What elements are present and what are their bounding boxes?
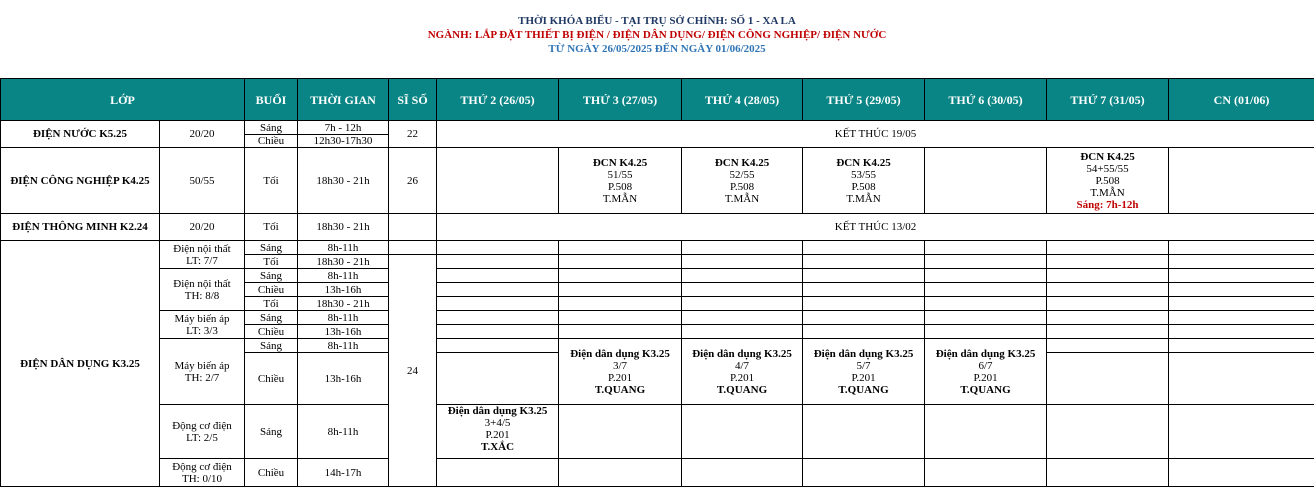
session: Chiều (245, 325, 298, 339)
class-name: ĐIỆN NƯỚC K5.25 (1, 121, 160, 148)
schedule-header (0, 0, 1314, 78)
cell-room: P.201 (851, 371, 876, 384)
module-progress: TH: 8/8 (184, 289, 220, 302)
session: Tối (245, 255, 298, 269)
session: Sáng (245, 311, 298, 325)
schedule-cell (1169, 297, 1314, 311)
session: Tối (245, 214, 298, 241)
table-row (1, 339, 1314, 353)
schedule-cell (1047, 283, 1169, 297)
schedule-cell (559, 241, 682, 255)
table-row (1, 148, 1314, 214)
cell-class: Điện dân dụng K3.25 (570, 347, 670, 360)
module-name: Động cơ điện (172, 460, 232, 473)
cell-class: Điện dân dụng K3.25 (935, 347, 1036, 360)
class-size (389, 241, 437, 255)
session: Tối (245, 148, 298, 214)
col-lop: LỚP (1, 79, 245, 121)
schedule-cell (803, 241, 925, 255)
schedule-cell (1169, 255, 1314, 269)
time: 18h30 - 21h (298, 148, 389, 214)
time: 12h30-17h30 (298, 135, 389, 148)
time: 14h-17h (298, 459, 389, 487)
schedule-cell (1169, 148, 1314, 214)
schedule-cell (437, 255, 559, 269)
time: 13h-16h (298, 283, 389, 297)
time: 8h-11h (298, 311, 389, 325)
schedule-cell (1169, 311, 1314, 325)
schedule-cell (682, 255, 803, 269)
schedule-cell (437, 353, 559, 405)
module (160, 339, 245, 405)
schedule-cell (803, 325, 925, 339)
schedule-cell (559, 283, 682, 297)
schedule-cell (1047, 255, 1169, 269)
cell-class: Điện dân dụng K3.25 (692, 347, 792, 360)
cell-progress: 6/7 (978, 359, 993, 372)
class-size: 22 (389, 121, 437, 148)
schedule-cell (559, 325, 682, 339)
session: Sáng (245, 405, 298, 459)
cell-teacher: T.MẪN (724, 192, 760, 205)
session: Sáng (245, 269, 298, 283)
time: 8h-11h (298, 405, 389, 459)
session: Sáng (245, 241, 298, 255)
class-name: ĐIỆN DÂN DỤNG K3.25 (1, 241, 160, 487)
module-progress: TH: 2/7 (184, 371, 220, 384)
time: 18h30 - 21h (298, 297, 389, 311)
schedule-cell (1169, 353, 1314, 405)
cell-class: ĐCN K4.25 (1080, 150, 1135, 163)
module-name: Máy biến áp (174, 359, 230, 372)
col-day-7: CN (01/06) (1169, 79, 1314, 121)
col-day-4: THỨ 5 (29/05) (803, 79, 925, 121)
schedule-cell (1047, 148, 1169, 214)
schedule-cell (1047, 241, 1169, 255)
schedule-cell (1169, 405, 1314, 459)
cell-teacher: T.QUANG (594, 383, 646, 396)
schedule-cell (925, 297, 1047, 311)
schedule-cell (925, 405, 1047, 459)
schedule-cell (1169, 459, 1314, 487)
schedule-cell (1047, 459, 1169, 487)
class-ratio: 20/20 (160, 214, 245, 241)
cell-teacher: T.QUANG (960, 383, 1011, 396)
cell-progress: 53/55 (850, 168, 877, 181)
session: Sáng (245, 339, 298, 353)
schedule-cell (1169, 325, 1314, 339)
table-row (1, 405, 1314, 459)
schedule-cell (559, 148, 682, 214)
schedule-cell (803, 148, 925, 214)
time: 13h-16h (298, 353, 389, 405)
cell-teacher: T.MẪN (846, 192, 881, 205)
end-note: KẾT THÚC 13/02 (437, 214, 1314, 241)
schedule-cell (803, 297, 925, 311)
schedule-cell (682, 148, 803, 214)
schedule-cell (437, 297, 559, 311)
table-row (1, 459, 1314, 487)
schedule-cell (437, 241, 559, 255)
cell-class: Điện dân dụng K3.25 (813, 347, 914, 360)
schedule-cell (437, 148, 559, 214)
schedule-cell (803, 255, 925, 269)
timetable (0, 78, 1314, 487)
schedule-cell (1047, 311, 1169, 325)
module (160, 311, 245, 339)
cell-progress: 51/55 (607, 168, 633, 181)
schedule-cell (682, 405, 803, 459)
schedule-cell (1169, 283, 1314, 297)
col-day-2: THỨ 3 (27/05) (559, 79, 682, 121)
class-ratio: 20/20 (160, 121, 245, 148)
schedule-cell (925, 311, 1047, 325)
schedule-cell (925, 339, 1047, 405)
module-name: Điện nội thất (173, 277, 231, 290)
schedule-cell (559, 255, 682, 269)
schedule-cell (682, 325, 803, 339)
cell-room: P.201 (973, 371, 998, 384)
time: 8h-11h (298, 339, 389, 353)
module-name: Máy biến áp (174, 312, 230, 325)
module (160, 459, 245, 487)
class-ratio: 50/55 (160, 148, 245, 214)
cell-room: P.508 (1095, 174, 1120, 187)
end-note: KẾT THÚC 19/05 (437, 121, 1314, 148)
schedule-date-range: TỪ NGÀY 26/05/2025 ĐẾN NGÀY 01/06/2025 (548, 43, 766, 55)
schedule-cell (1047, 353, 1169, 405)
schedule-cell (925, 241, 1047, 255)
cell-progress: 5/7 (856, 359, 871, 372)
time: 13h-16h (298, 325, 389, 339)
cell-progress: 3+4/5 (484, 417, 511, 429)
class-name: ĐIỆN THÔNG MINH K2.24 (1, 214, 160, 241)
schedule-cell (925, 148, 1047, 214)
cell-class: Điện dân dụng K3.25 (447, 405, 548, 417)
col-buoi: BUỔI (245, 79, 298, 121)
module-name: Điện nội thất (173, 242, 231, 255)
cell-teacher: T.QUANG (838, 383, 889, 396)
session: Chiều (245, 353, 298, 405)
schedule-cell (1047, 339, 1169, 353)
schedule-cell (925, 283, 1047, 297)
schedule-cell (437, 339, 559, 353)
schedule-cell (437, 311, 559, 325)
col-siso: SĨ SỐ (389, 79, 437, 121)
schedule-cell (437, 325, 559, 339)
module (160, 241, 245, 269)
table-row (1, 121, 1314, 135)
module-progress: TH: 0/10 (181, 472, 223, 485)
cell-room: P.201 (729, 371, 755, 384)
schedule-cell (803, 283, 925, 297)
schedule-cell (682, 241, 803, 255)
module-name: Động cơ điện (172, 419, 232, 432)
schedule-cell (803, 269, 925, 283)
col-day-1: THỨ 2 (26/05) (437, 79, 559, 121)
col-day-6: THỨ 7 (31/05) (1047, 79, 1169, 121)
schedule-cell (925, 459, 1047, 487)
table-row (1, 241, 1314, 255)
header-row (1, 79, 1314, 121)
cell-teacher: T.MẪN (1090, 186, 1125, 199)
schedule-cell (803, 459, 925, 487)
schedule-cell (559, 459, 682, 487)
session: Chiều (245, 135, 298, 148)
schedule-cell (559, 297, 682, 311)
class-size: 26 (389, 148, 437, 214)
col-day-3: THỨ 4 (28/05) (682, 79, 803, 121)
schedule-cell (1169, 269, 1314, 283)
schedule-cell (682, 311, 803, 325)
schedule-cell (559, 405, 682, 459)
schedule-cell (1047, 269, 1169, 283)
schedule-cell (437, 269, 559, 283)
cell-progress: 4/7 (734, 359, 750, 372)
cell-teacher: T.MẪN (602, 192, 638, 205)
schedule-cell (925, 255, 1047, 269)
table-row (1, 311, 1314, 325)
schedule-cell (1047, 325, 1169, 339)
schedule-cell (437, 405, 559, 459)
schedule-cell (1169, 339, 1314, 353)
module (160, 269, 245, 311)
module-progress: LT: 2/5 (186, 431, 218, 444)
schedule-cell (682, 269, 803, 283)
cell-teacher: T.XẮC (480, 441, 515, 453)
class-size (389, 214, 437, 241)
cell-room: P.508 (851, 180, 876, 193)
schedule-cell (803, 311, 925, 325)
session: Tối (245, 297, 298, 311)
cell-class: ĐCN K4.25 (714, 156, 770, 169)
col-day-5: THỨ 6 (30/05) (925, 79, 1047, 121)
cell-class: ĐCN K4.25 (592, 156, 648, 169)
cell-room: P.508 (607, 180, 633, 193)
cell-room: P.201 (607, 371, 633, 384)
schedule-cell (925, 325, 1047, 339)
module-progress: LT: 7/7 (186, 254, 218, 267)
cell-class: ĐCN K4.25 (836, 156, 891, 169)
cell-note: Sáng: 7h-12h (1076, 198, 1139, 211)
schedule-cell (682, 297, 803, 311)
schedule-cell (803, 339, 925, 405)
schedule-cell (682, 339, 803, 405)
module (160, 405, 245, 459)
schedule-cell (559, 311, 682, 325)
module-progress: LT: 3/3 (186, 324, 218, 337)
schedule-cell (559, 269, 682, 283)
schedule-cell (803, 405, 925, 459)
col-thoigian: THỜI GIAN (298, 79, 389, 121)
time: 18h30 - 21h (298, 255, 389, 269)
schedule-cell (682, 283, 803, 297)
cell-room: P.508 (729, 180, 755, 193)
time: 18h30 - 21h (298, 214, 389, 241)
schedule-cell (925, 269, 1047, 283)
session: Chiều (245, 459, 298, 487)
cell-teacher: T.QUANG (716, 383, 768, 396)
schedule-cell (559, 339, 682, 405)
cell-room: P.201 (485, 429, 510, 441)
schedule-cell (1047, 297, 1169, 311)
session: Sáng (245, 121, 298, 135)
class-size: 24 (389, 255, 437, 487)
session: Chiều (245, 283, 298, 297)
time: 8h-11h (298, 241, 389, 255)
cell-progress: 52/55 (729, 168, 755, 181)
cell-progress: 54+55/55 (1086, 162, 1129, 175)
schedule-majors: NGÀNH: LẮP ĐẶT THIẾT BỊ ĐIỆN / ĐIỆN DÂN DỤNG/ ĐIỆN CÔNG NGHIỆP/ ĐIỆN NƯỚC (427, 29, 887, 41)
class-name: ĐIỆN CÔNG NGHIỆP K4.25 (1, 148, 160, 214)
schedule-cell (437, 283, 559, 297)
schedule-cell (1047, 405, 1169, 459)
schedule-cell (1169, 241, 1314, 255)
schedule-cell (437, 459, 559, 487)
cell-progress: 3/7 (612, 359, 628, 372)
schedule-title: THỜI KHÓA BIỂU - TẠI TRỤ SỞ CHÍNH: SỐ 1 - XA LA (518, 15, 796, 27)
table-row (1, 269, 1314, 283)
time: 8h-11h (298, 269, 389, 283)
schedule-cell (682, 459, 803, 487)
time: 7h - 12h (298, 121, 389, 135)
table-row (1, 214, 1314, 241)
